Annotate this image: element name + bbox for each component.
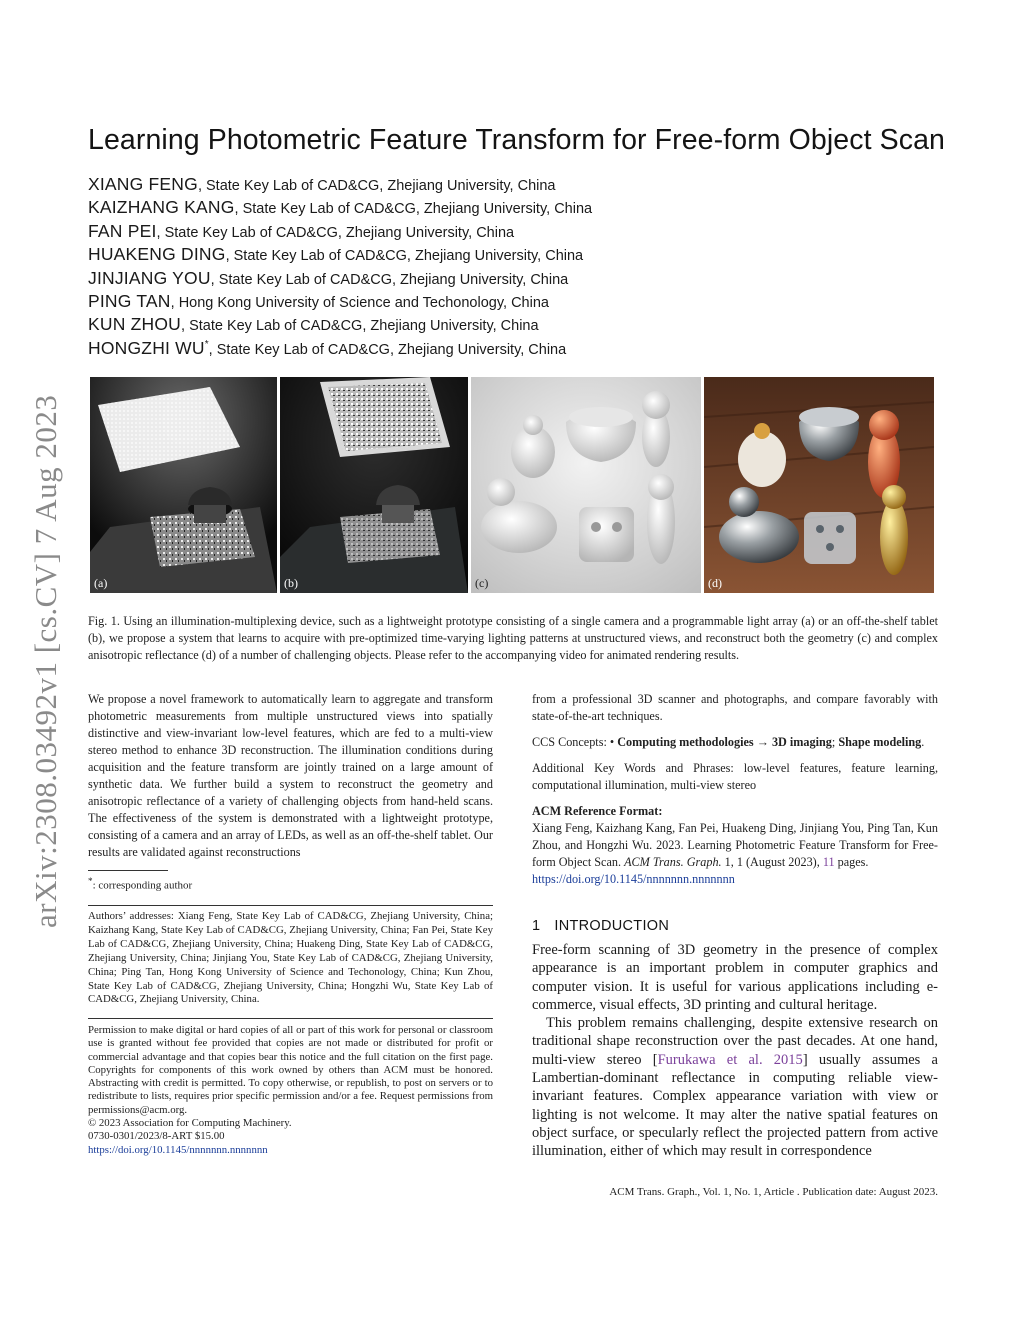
- ccs-end: .: [921, 735, 925, 749]
- ref-text: 1, 1 (August 2023),: [721, 855, 823, 869]
- keywords: Additional Key Words and Phrases: low-level features, feature learning, computational illumination, multi-view stereo: [532, 761, 938, 792]
- reflectance-render: [704, 377, 934, 593]
- figure-panel-a: [90, 377, 277, 593]
- author-line: KUN ZHOU, State Key Lab of CAD&CG, Zhejiang University, China: [88, 314, 539, 335]
- author-name: KAIZHANG KANG: [88, 197, 235, 218]
- copyright-line: © 2023 Association for Computing Machinery.: [88, 1117, 292, 1130]
- acm-reference: [532, 803, 938, 888]
- author-line: HONGZHI WU*, State Key Lab of CAD&CG, Zhejiang University, China: [88, 337, 567, 358]
- ccs-arrow: →: [753, 735, 772, 749]
- ref-text: pages.: [834, 855, 869, 869]
- author-name: FAN PEI: [88, 220, 157, 241]
- author-line: FAN PEI, State Key Lab of CAD&CG, Zhejiang University, China: [88, 220, 515, 241]
- ref-journal: ACM Trans. Graph.: [624, 855, 722, 869]
- footnote-text: : corresponding author: [92, 879, 193, 892]
- author-line: HUAKENG DING, State Key Lab of CAD&CG, Zhejiang University, China: [88, 244, 584, 265]
- ccs-concept-1: Computing methodologies: [617, 735, 754, 749]
- intro-text: This problem remains challenging, despite extensive research on traditional shape reconstruction over the past decades. At one hand, multi-view stereo [: [532, 1015, 938, 1068]
- intro-paragraph-2: [532, 1014, 938, 1160]
- corresponding-footnote: [88, 876, 192, 892]
- author-affiliation: State Key Lab of CAD&CG, Zhejiang University, China: [189, 318, 539, 335]
- figure-panel-b: [280, 377, 468, 593]
- author-affiliation: Hong Kong University of Science and Techonology, China: [178, 294, 549, 311]
- permission-rule: [88, 1018, 493, 1019]
- figure-panel-d: [704, 377, 934, 593]
- acm-reference-heading: ACM Reference Format:: [532, 804, 663, 818]
- permission-text: Permission to make digital or hard copies of all or part of this work for personal or classroom use is granted without fee provided that copies are not made or distributed for profit or commercial advantage and that copies bear this notice and the full citation on the first page. Copyrights for components of this work owned by others than ACM must be honored. Abstracting with credit is permitted. To copy otherwise, or republish, to post on servers or to redistribute to lists, requires prior specific permission and/or a fee. Request permissions from permissions@acm.org.: [88, 1024, 493, 1116]
- led-array-photo: [90, 377, 277, 593]
- author-affiliation: State Key Lab of CAD&CG, Zhejiang University, China: [233, 248, 584, 265]
- author-line: JINJIANG YOU, State Key Lab of CAD&CG, Zhejiang University, China: [88, 267, 569, 288]
- citation-link[interactable]: Furukawa et al. 2015: [657, 1051, 803, 1068]
- running-footer: ACM Trans. Graph., Vol. 1, No. 1, Article . Publication date: August 2023.: [609, 1186, 938, 1198]
- intro-paragraph-1: Free-form scanning of 3D geometry in the presence of complex appearance is an important problem in computer graphics and computer vision. It is useful for various applications including e-commerce, visual effects, 3D printing and cultural heritage.: [532, 942, 938, 1013]
- ccs-prefix: CCS Concepts: •: [532, 735, 618, 749]
- right-column-top: [532, 691, 938, 888]
- footnote-star: *: [88, 876, 93, 886]
- author-list: [88, 174, 968, 361]
- acm-reference-text: [532, 820, 938, 888]
- panel-label-c: (c): [475, 576, 489, 590]
- author-affiliation: State Key Lab of CAD&CG, Zhejiang University, China: [242, 201, 593, 218]
- arxiv-stamp: arXiv:2308.03492v1 [cs.CV] 7 Aug 2023: [28, 394, 63, 928]
- ccs-concepts: [532, 734, 938, 751]
- permission-doi-link[interactable]: https://doi.org/10.1145/nnnnnnn.nnnnnnn: [88, 1143, 268, 1156]
- authors-addresses: Authors’ addresses: Xiang Feng, State Key Lab of CAD&CG, Zhejiang University, China; Kaizhang Kang, State Key Lab of CAD&CG, Zhejiang University, China; Fan Pei, State Key Lab of CAD&CG, Zhejiang University, China; Huakeng Ding, State Key Lab of CAD&CG, Zhejiang University, China; Jinjiang You, State Key Lab of CAD&CG, Zhejiang University, China; Ping Tan, Hong Kong University of Science and Techonology, China; Kun Zhou, State Key Lab of CAD&CG, Zhejiang University, China; Hongzhi Wu, State Key Lab of CAD&CG, Zhejiang University, China.: [88, 910, 493, 1006]
- author-name: JINJIANG YOU: [88, 267, 211, 288]
- permission-block: [88, 1024, 493, 1157]
- corresponding-star: *: [204, 338, 209, 350]
- author-name: KUN ZHOU: [88, 314, 181, 335]
- author-name: HONGZHI WU: [88, 337, 205, 358]
- author-affiliation: State Key Lab of CAD&CG, Zhejiang University, China: [206, 178, 556, 194]
- ccs-separator: ;: [831, 735, 839, 749]
- abstract-left: We propose a novel framework to automatically learn to aggregate and transform photometric measurements from multiple unstructured views into spatially distinctive and view-invariant low-level features, which are fed to a multi-view stereo method to enhance 3D reconstruction. The illumination conditions during acquisition and the feature transform are jointly trained on a large amount of synthetic data. We further build a system to reconstruct the geometry and anisotropic reflectance of a variety of challenging objects from hand-held scans. The effectiveness of the system is demonstrated with a lightweight prototype, consisting of a camera and an array of LEDs, as well as an off-the-shelf tablet. Our results are validated against reconstructions: [88, 692, 493, 859]
- intro-text: ] usually assumes a Lambertian-dominant reflectance in computing reliable view-invariant features. Complex appearance variation with view or lighting is not welcome. It may alter the native spatial features on object surface, or specularly reflect the projected pattern from active illumination, either of which may result in correspondence: [532, 1051, 938, 1160]
- ccs-concept-3: Shape modeling: [838, 735, 922, 749]
- panel-label-d: (d): [708, 576, 722, 590]
- issn-line: 0730-0301/2023/8-ART $15.00: [88, 1130, 225, 1143]
- section-number: 1: [532, 918, 541, 934]
- author-line: KAIZHANG KANG, State Key Lab of CAD&CG, Zhejiang University, China: [88, 197, 593, 218]
- footnote-rule: [88, 870, 168, 871]
- author-affiliation: State Key Lab of CAD&CG, Zhejiang University, China: [218, 271, 569, 288]
- author-line: PING TAN, Hong Kong University of Science and Techonology, China: [88, 290, 549, 311]
- ref-pages-link[interactable]: 11: [822, 855, 835, 869]
- addresses-rule: [88, 905, 493, 906]
- figure-caption: Fig. 1. Using an illumination-multiplexing device, such as a lightweight prototype consisting of a single camera and a programmable light array (a) or an off-the-shelf tablet (b), we propose a system that learns to acquire with pre-optimized time-varying lighting patterns at unstructured views, and reconstruct both the geometry (c) and complex anisotropic reflectance (d) of a number of challenging objects. Please refer to the accompanying video for animated rendering results.: [88, 614, 938, 662]
- paper-title: Learning Photometric Feature Transform for Free-form Object Scan: [88, 124, 945, 156]
- panel-label-b: (b): [284, 576, 298, 590]
- abstract-continued: from a professional 3D scanner and photographs, and compare favorably with state-of-the-art techniques.: [532, 692, 938, 723]
- ref-text: Xiang Feng, Kaizhang Kang, Fan Pei, Huakeng Ding, Jinjiang You, Ping Tan, Kun Zhou, and Hongzhi Wu. 2023. Learning Photometric Feature Transform for Free-form Object Scan.: [532, 821, 938, 869]
- figure-panel-c: [471, 377, 701, 593]
- ccs-concept-2: 3D imaging: [771, 735, 832, 749]
- author-name: HUAKENG DING: [88, 244, 226, 265]
- author-name: XIANG FENG: [88, 174, 198, 194]
- intro-body: [532, 941, 938, 1161]
- ref-doi-link[interactable]: https://doi.org/10.1145/nnnnnnn.nnnnnnn: [532, 872, 735, 886]
- geometry-render: [471, 377, 701, 593]
- author-line: XIANG FENG, State Key Lab of CAD&CG, Zhejiang University, China: [88, 174, 556, 194]
- tablet-photo: [280, 377, 468, 593]
- section-title: INTRODUCTION: [554, 918, 670, 934]
- panel-label-a: (a): [94, 576, 108, 590]
- section-heading: [532, 918, 669, 934]
- author-affiliation: State Key Lab of CAD&CG, Zhejiang University, China: [164, 224, 515, 241]
- author-name: PING TAN: [88, 290, 171, 311]
- author-affiliation: State Key Lab of CAD&CG, Zhejiang University, China: [216, 341, 567, 358]
